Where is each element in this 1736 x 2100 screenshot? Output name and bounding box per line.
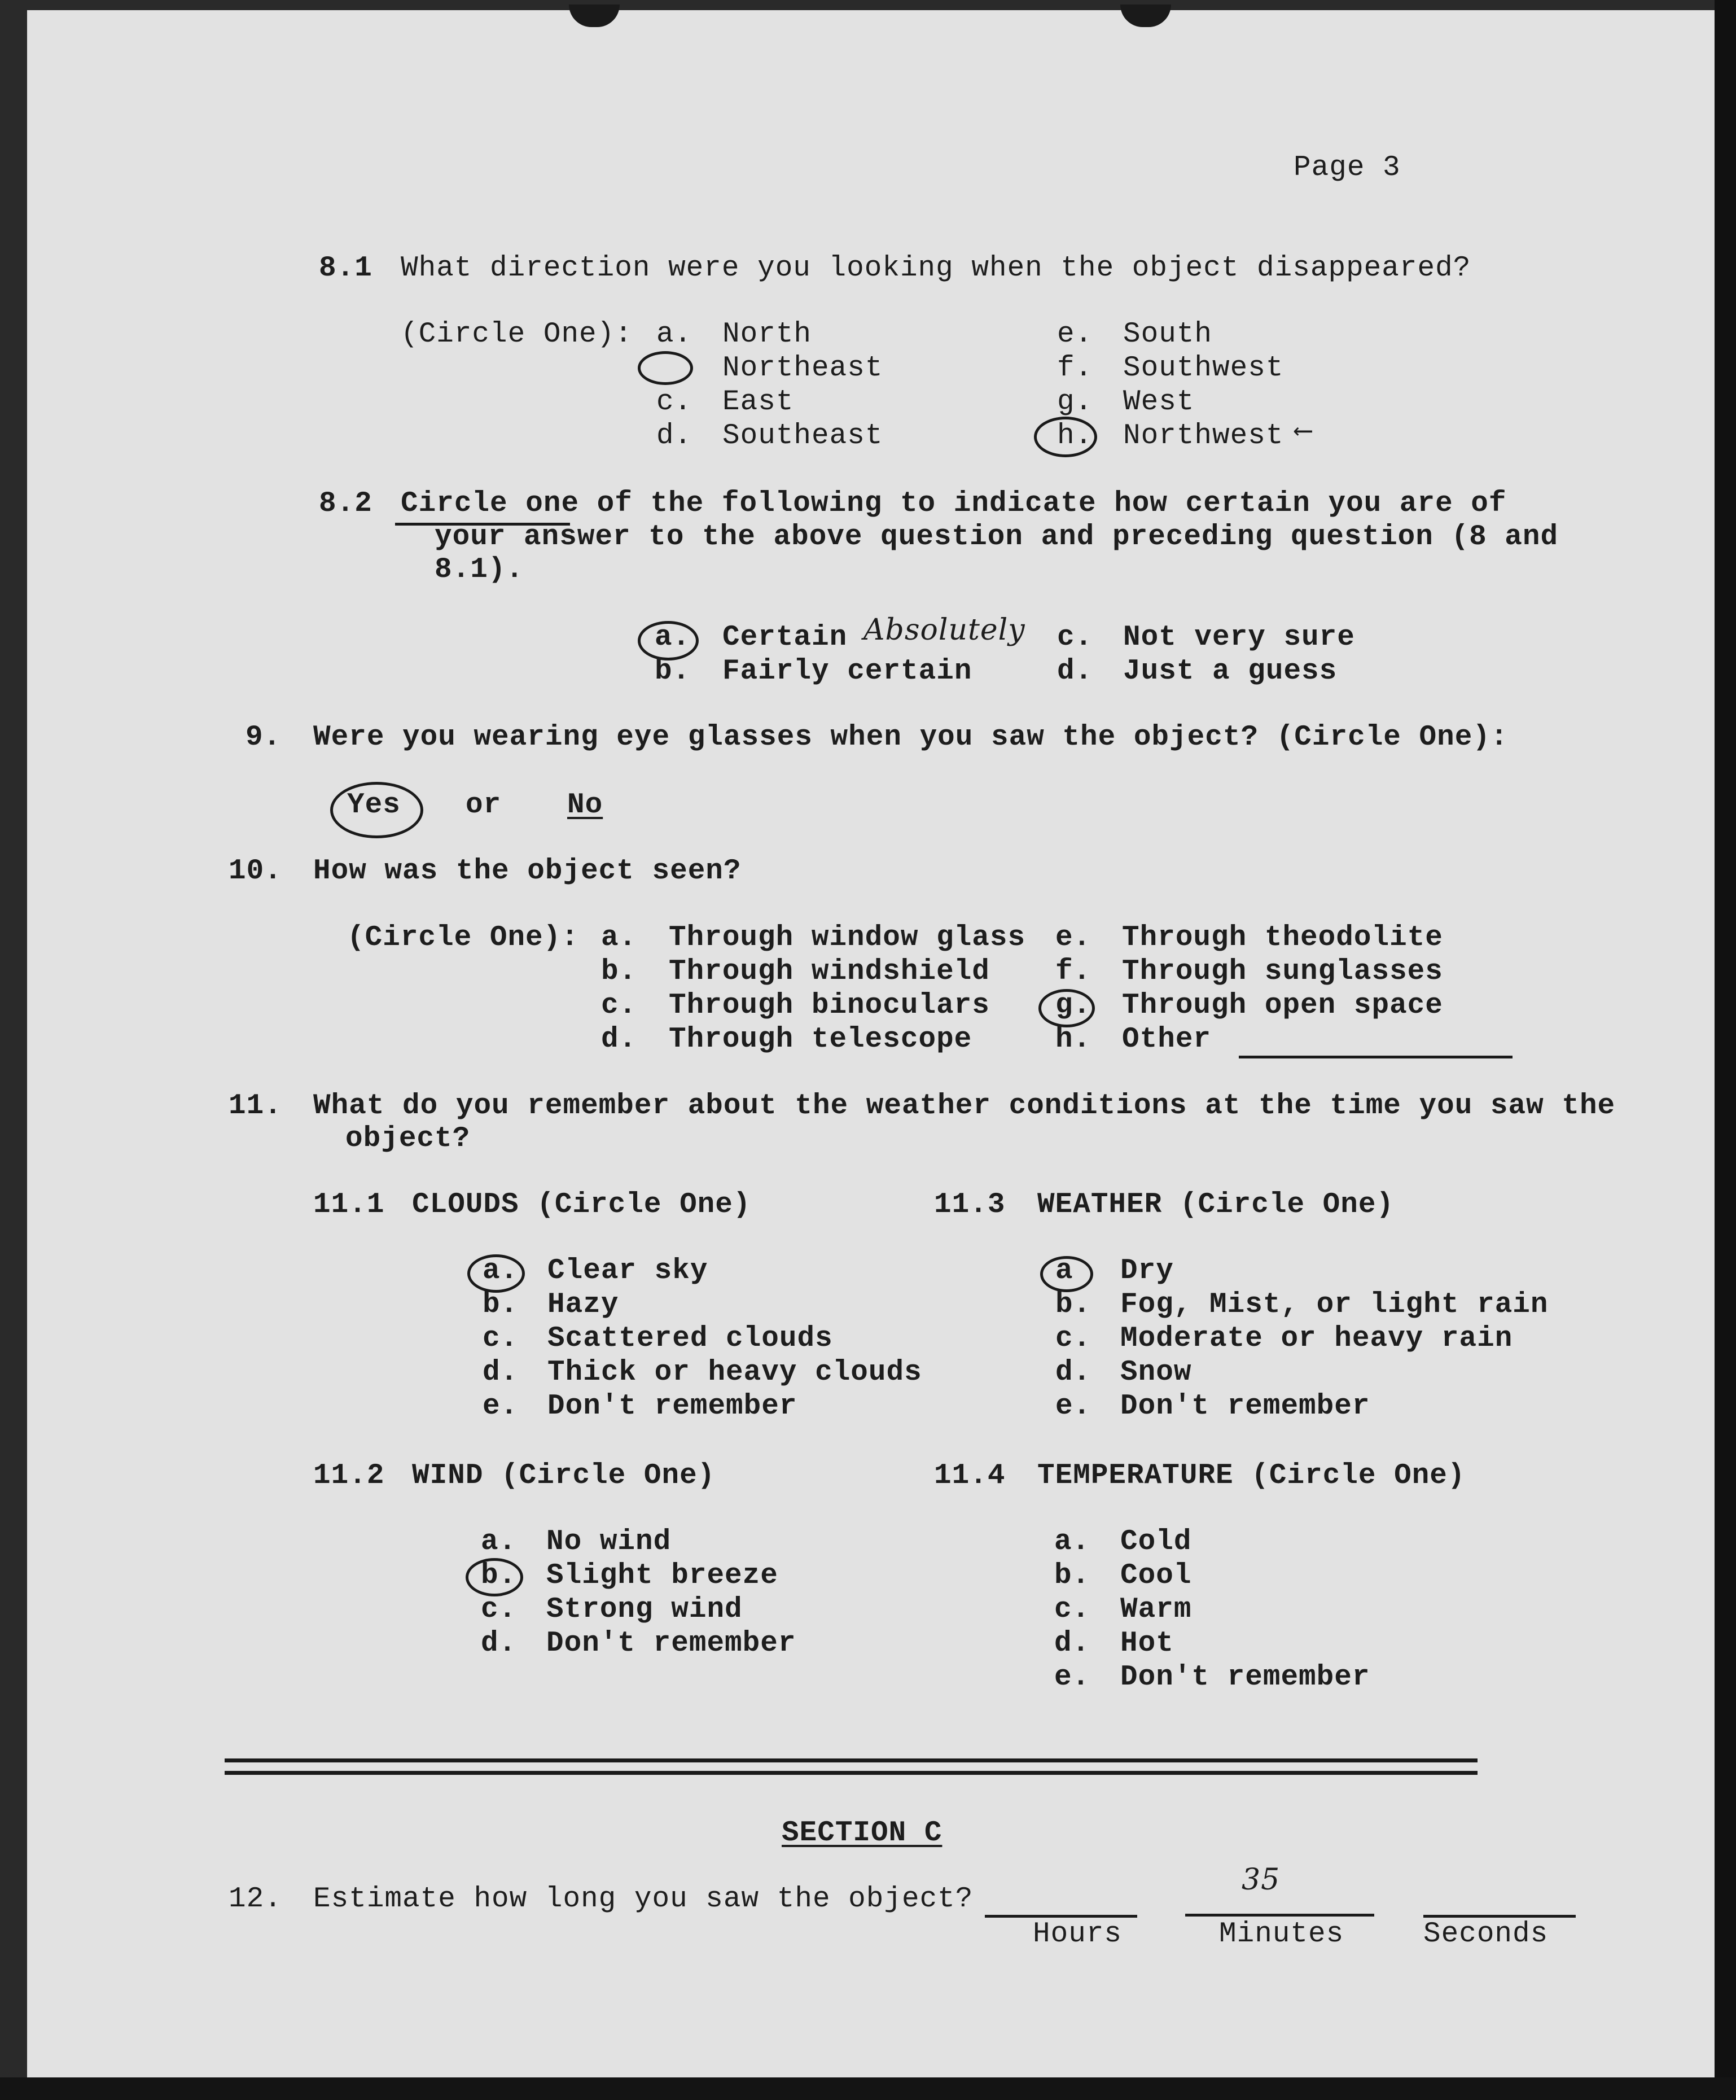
q11-4-opt-c-letter: c. xyxy=(1054,1594,1090,1626)
q11-2-opt-a-letter: a. xyxy=(481,1526,517,1558)
q10-opt-e-text[interactable]: Through theodolite xyxy=(1122,922,1443,954)
q11-1-opt-c-text[interactable]: Scattered clouds xyxy=(547,1323,833,1355)
q11-1-opt-a-text[interactable]: Clear sky xyxy=(547,1255,708,1287)
q8-1-opt-d-letter: d. xyxy=(656,420,692,452)
q8-2-opt-c-letter: c. xyxy=(1057,622,1093,654)
q10-opt-d-letter: d. xyxy=(601,1023,637,1056)
q10-other-blank[interactable] xyxy=(1239,1056,1513,1058)
q11-4-opt-d-letter: d. xyxy=(1054,1628,1090,1660)
q11-4-opt-c-text[interactable]: Warm xyxy=(1120,1594,1192,1626)
q10-opt-h-letter: h. xyxy=(1055,1023,1091,1056)
q12-number: 12. xyxy=(229,1883,282,1915)
q10-opt-e-letter: e. xyxy=(1055,922,1091,954)
q8-1-opt-a-letter: a. xyxy=(656,318,692,351)
q11-3-opt-b-letter: b. xyxy=(1055,1289,1091,1321)
q11-2-opt-b-text[interactable]: Slight breeze xyxy=(546,1560,778,1592)
q8-2-line1: Circle one of the following to indicate how certain you are of xyxy=(401,488,1507,520)
q10-opt-b-text[interactable]: Through windshield xyxy=(669,956,990,988)
q9-number: 9. xyxy=(246,721,282,754)
q11-3-number: 11.3 xyxy=(934,1189,1006,1221)
q11-3-opt-c-text[interactable]: Moderate or heavy rain xyxy=(1120,1323,1513,1355)
q8-1-opt-h-text[interactable]: Northwest xyxy=(1123,420,1284,452)
q11-4-opt-b-text[interactable]: Cool xyxy=(1120,1560,1192,1592)
page-number: Page 3 xyxy=(1294,152,1401,184)
q8-1-opt-g-letter: g. xyxy=(1057,386,1093,418)
section-divider-bottom xyxy=(225,1771,1478,1775)
q8-2-opt-d-text[interactable]: Just a guess xyxy=(1123,655,1338,688)
q11-4-opt-d-text[interactable]: Hot xyxy=(1120,1628,1174,1660)
q11-4-opt-b-letter: b. xyxy=(1054,1560,1090,1592)
q11-2-opt-c-letter: c. xyxy=(481,1594,517,1626)
q10-opt-a-letter: a. xyxy=(601,922,637,954)
q8-2-number: 8.2 xyxy=(319,488,372,520)
section-c-heading: SECTION C xyxy=(782,1817,942,1849)
q10-opt-h-text[interactable]: Other xyxy=(1122,1023,1212,1056)
q12-question: Estimate how long you saw the object? xyxy=(313,1883,974,1915)
q11-3-opt-e-text[interactable]: Don't remember xyxy=(1120,1390,1370,1423)
q8-1-opt-f-letter: f. xyxy=(1057,352,1093,384)
q10-opt-f-letter: f. xyxy=(1055,956,1091,988)
q8-1-opt-b-text[interactable]: Northeast xyxy=(722,352,883,384)
q11-1-opt-c-letter: c. xyxy=(483,1323,519,1355)
q9-question: Were you wearing eye glasses when you saw the object? (Circle One): xyxy=(313,721,1509,754)
q11-1-opt-e-letter: e. xyxy=(483,1390,519,1423)
section-divider-top xyxy=(225,1758,1478,1762)
q11-1-opt-d-text[interactable]: Thick or heavy clouds xyxy=(547,1357,922,1389)
q8-2-opt-b-letter: b. xyxy=(655,655,691,688)
q8-1-opt-f-text[interactable]: Southwest xyxy=(1123,352,1284,384)
q8-1-opt-d-text[interactable]: Southeast xyxy=(722,420,883,452)
q11-3-opt-d-text[interactable]: Snow xyxy=(1120,1357,1192,1389)
hours-label: Hours xyxy=(1033,1918,1123,1950)
q11-1-number: 11.1 xyxy=(313,1189,385,1221)
q11-4-opt-e-letter: e. xyxy=(1054,1661,1090,1694)
scan-edge-bottom xyxy=(0,2077,1736,2100)
q11-3-opt-d-letter: d. xyxy=(1055,1357,1091,1389)
q10-opt-c-text[interactable]: Through binoculars xyxy=(669,990,990,1022)
q11-1-opt-e-text[interactable]: Don't remember xyxy=(547,1390,797,1423)
q11-line2: object? xyxy=(345,1123,471,1155)
q9-yes[interactable]: Yes xyxy=(347,789,401,821)
q11-1-opt-a-letter: a. xyxy=(483,1255,519,1287)
q11-4-number: 11.4 xyxy=(934,1460,1006,1492)
q8-2-opt-a-letter: a. xyxy=(655,622,691,654)
q11-3-opt-c-letter: c. xyxy=(1055,1323,1091,1355)
handwritten-mark-b xyxy=(638,351,693,385)
handwritten-arrow: ⟵ xyxy=(1295,417,1311,447)
q11-1-opt-d-letter: d. xyxy=(483,1357,519,1389)
q9-no[interactable]: No xyxy=(567,789,603,821)
q8-1-opt-e-letter: e. xyxy=(1057,318,1093,351)
q10-opt-g-letter: g. xyxy=(1055,990,1091,1022)
q8-1-instruction: (Circle One): xyxy=(401,318,633,351)
q11-3-opt-a-letter: a xyxy=(1055,1255,1073,1287)
q11-3-opt-e-letter: e. xyxy=(1055,1390,1091,1423)
q8-1-opt-a-text[interactable]: North xyxy=(722,318,812,351)
q10-opt-a-text[interactable]: Through window glass xyxy=(669,922,1026,954)
q11-2-opt-b-letter: b. xyxy=(481,1560,517,1592)
q11-2-opt-c-text[interactable]: Strong wind xyxy=(546,1594,743,1626)
q10-opt-f-text[interactable]: Through sunglasses xyxy=(1122,956,1443,988)
minutes-blank[interactable] xyxy=(1185,1914,1374,1917)
q8-2-line2: your answer to the above question and preceding question (8 and xyxy=(435,521,1559,553)
q11-line1: What do you remember about the weather conditions at the time you saw the xyxy=(313,1090,1616,1122)
q11-2-number: 11.2 xyxy=(313,1460,385,1492)
q11-3-opt-a-text[interactable]: Dry xyxy=(1120,1255,1174,1287)
handwritten-note: Absolutely xyxy=(863,613,1025,647)
q11-2-heading: WIND (Circle One) xyxy=(412,1460,716,1492)
q11-3-opt-b-text[interactable]: Fog, Mist, or light rain xyxy=(1120,1289,1549,1321)
q8-1-opt-h-letter: h. xyxy=(1057,420,1093,452)
q8-2-opt-b-text[interactable]: Fairly certain xyxy=(722,655,972,688)
q11-4-heading: TEMPERATURE (Circle One) xyxy=(1037,1460,1466,1492)
q10-instruction: (Circle One): xyxy=(347,922,579,954)
q11-2-opt-d-text[interactable]: Don't remember xyxy=(546,1628,796,1660)
minutes-value: 35 xyxy=(1242,1863,1281,1897)
q11-2-opt-d-letter: d. xyxy=(481,1628,517,1660)
q8-1-number: 8.1 xyxy=(319,252,372,285)
q11-2-opt-a-text[interactable]: No wind xyxy=(546,1526,672,1558)
q10-opt-g-text[interactable]: Through open space xyxy=(1122,990,1443,1022)
q8-1-opt-g-text[interactable]: West xyxy=(1123,386,1195,418)
q11-4-opt-e-text[interactable]: Don't remember xyxy=(1120,1661,1370,1694)
minutes-label: Minutes xyxy=(1219,1918,1344,1950)
seconds-label: Seconds xyxy=(1423,1918,1549,1950)
q10-opt-b-letter: b. xyxy=(601,956,637,988)
q8-1-question: What direction were you looking when the object disappeared? xyxy=(401,252,1471,285)
q11-4-opt-a-letter: a. xyxy=(1054,1526,1090,1558)
q11-4-opt-a-text[interactable]: Cold xyxy=(1120,1526,1192,1558)
q8-2-opt-a-text[interactable]: Certain xyxy=(722,622,848,654)
q9-or: or xyxy=(466,789,502,821)
q10-opt-c-letter: c. xyxy=(601,990,637,1022)
q10-number: 10. xyxy=(229,855,282,887)
q8-1-opt-c-letter: c. xyxy=(656,386,692,418)
q8-2-line3: 8.1). xyxy=(435,554,524,586)
q11-1-heading: CLOUDS (Circle One) xyxy=(412,1189,751,1221)
q11-1-opt-b-text[interactable]: Hazy xyxy=(547,1289,619,1321)
scan-edge-right xyxy=(1715,0,1736,2100)
q11-3-heading: WEATHER (Circle One) xyxy=(1037,1189,1395,1221)
q8-1-opt-e-text[interactable]: South xyxy=(1123,318,1213,351)
q8-2-opt-c-text[interactable]: Not very sure xyxy=(1123,622,1355,654)
q10-opt-d-text[interactable]: Through telescope xyxy=(669,1023,972,1056)
q11-1-opt-b-letter: b. xyxy=(483,1289,519,1321)
q10-question: How was the object seen? xyxy=(313,855,742,887)
q11-number: 11. xyxy=(229,1090,282,1122)
q8-2-opt-d-letter: d. xyxy=(1057,655,1093,688)
q8-1-opt-c-text[interactable]: East xyxy=(722,386,794,418)
